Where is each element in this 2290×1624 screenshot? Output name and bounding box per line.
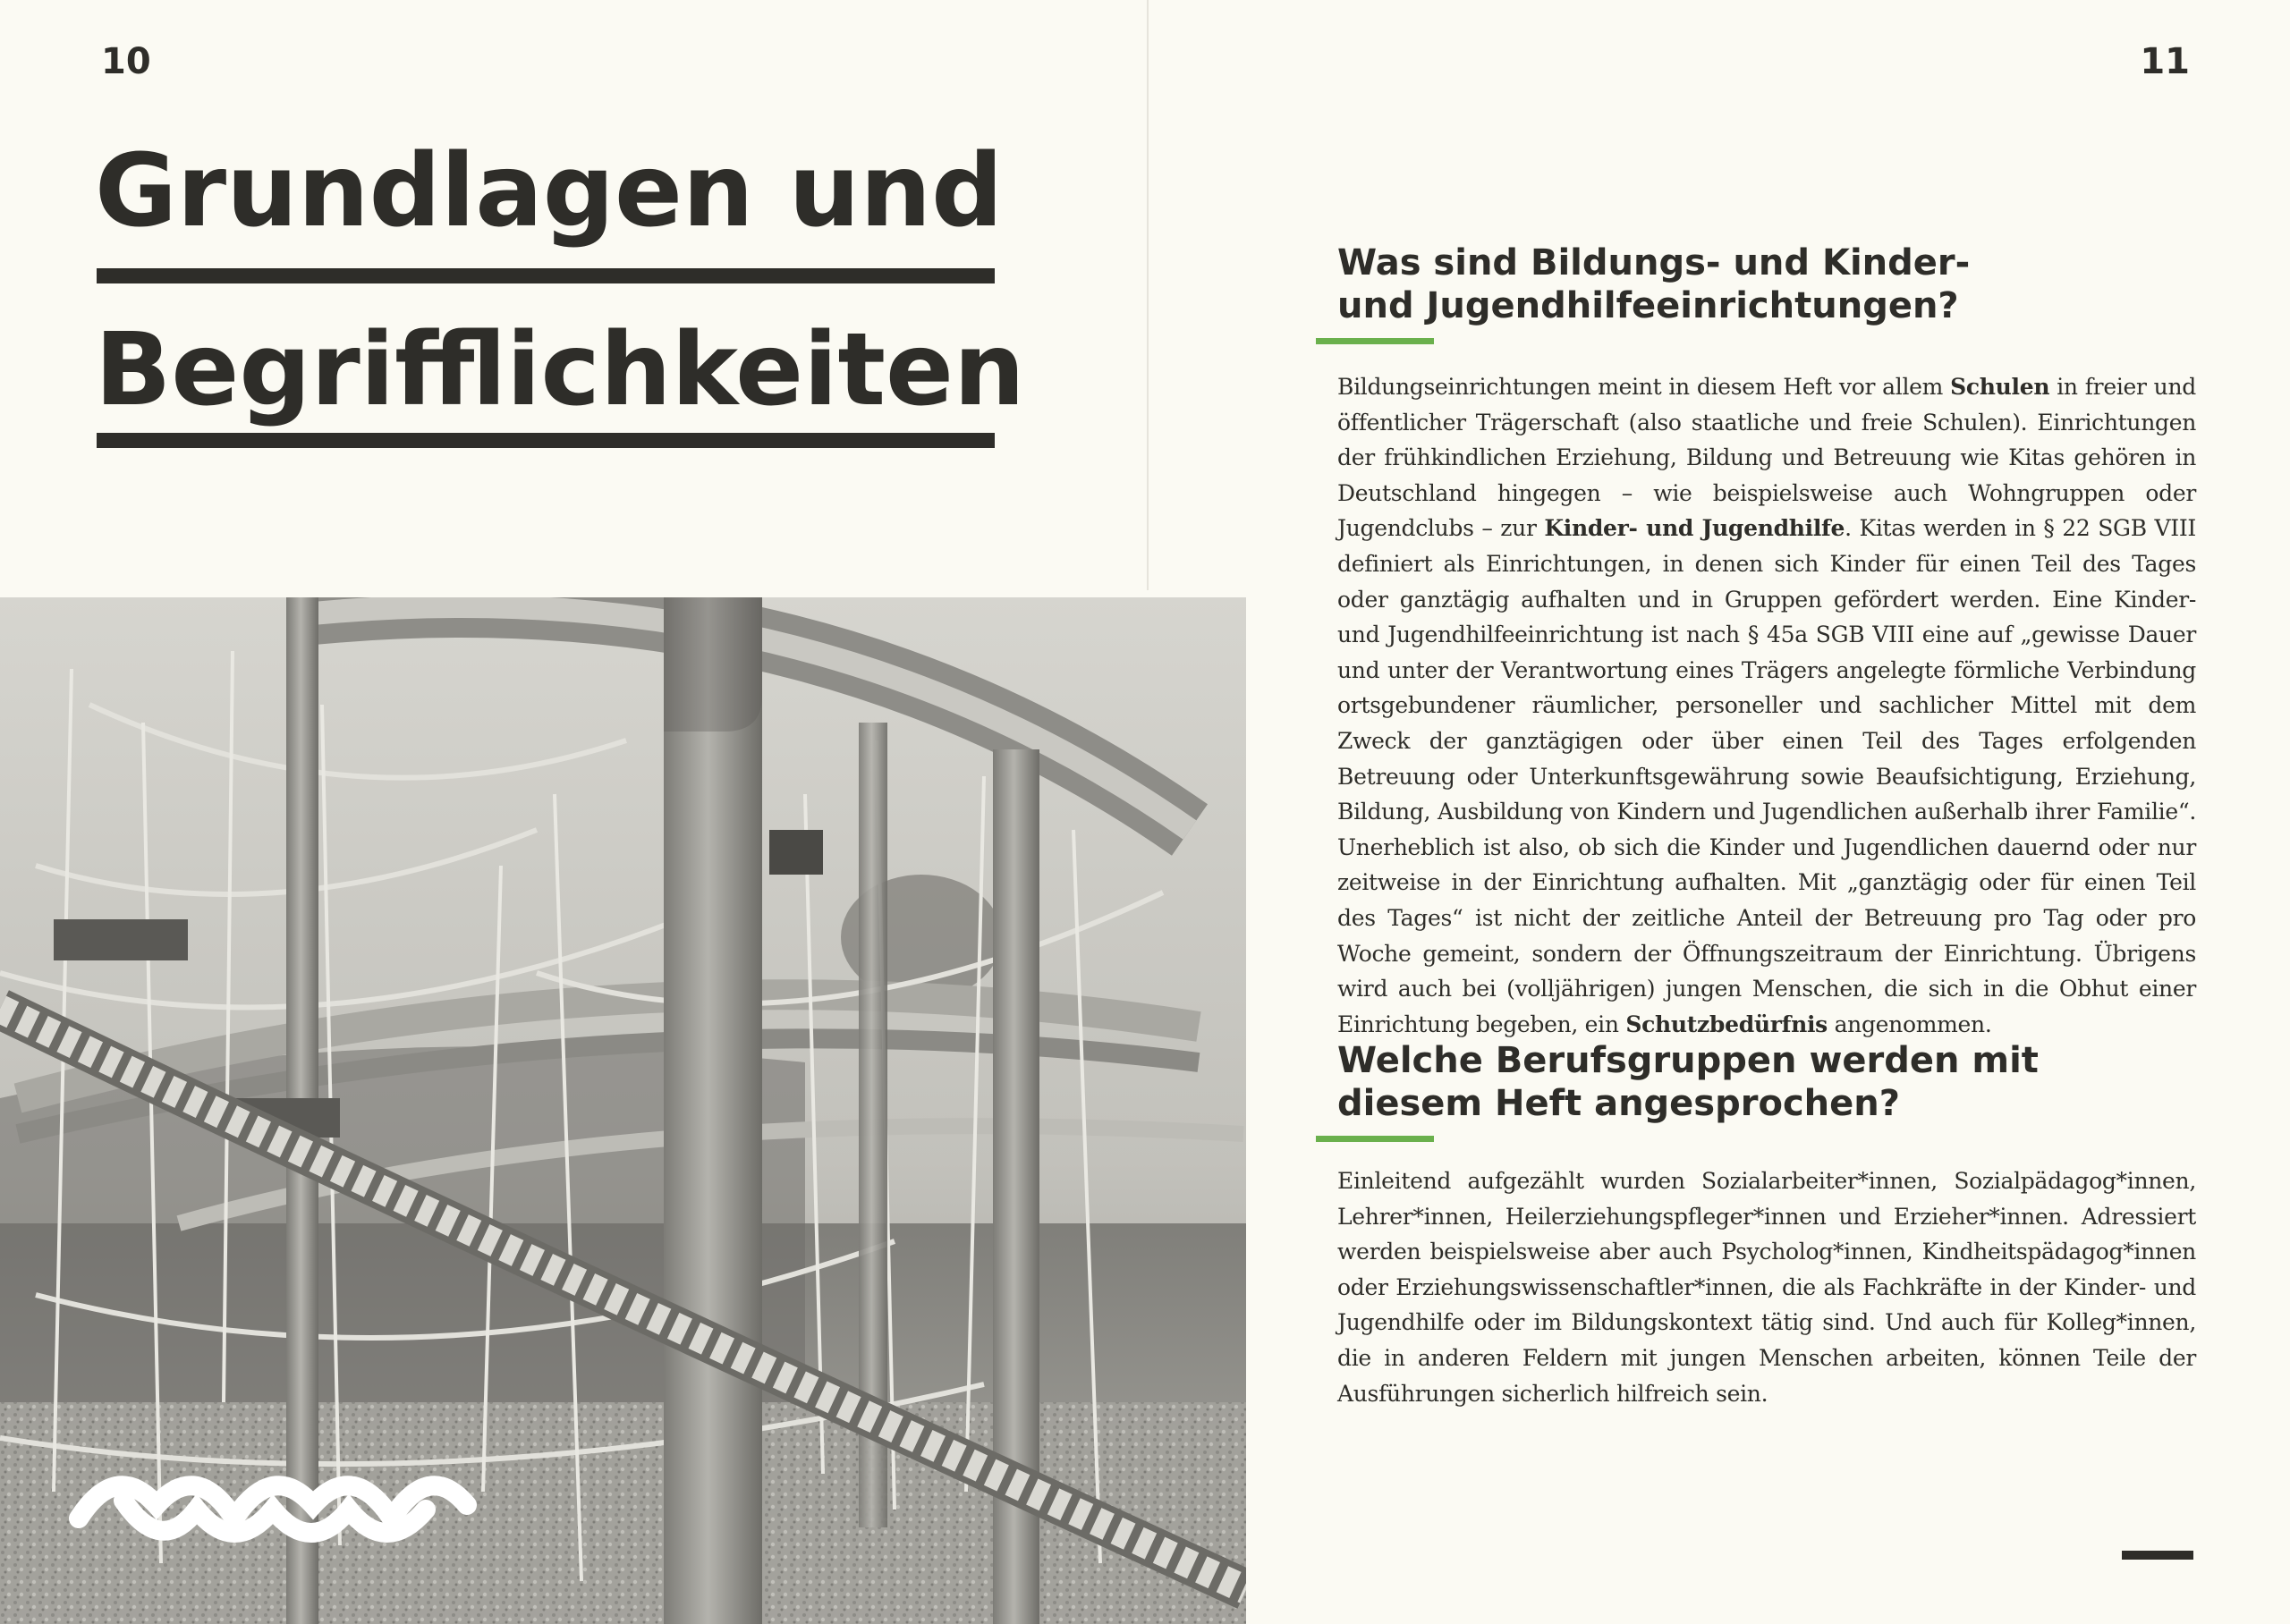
heading-line-1: Welche Berufsgruppen werden mit — [1337, 1040, 2039, 1081]
text-run: angenommen. — [1827, 1011, 1992, 1037]
page-end-mark — [2122, 1551, 2193, 1560]
heading-line-1: Was sind Bildungs- und Kinder- — [1337, 242, 1971, 283]
text-run: Bildungseinrichtungen meint in diesem Heft vor allem — [1337, 374, 1951, 400]
bold-term-schutzbeduerfnis: Schutzbedürfnis — [1625, 1011, 1828, 1037]
heading-line-2: und Jugendhilfeeinrichtungen? — [1337, 285, 1959, 326]
chapter-title-line-1: Grundlagen und — [95, 133, 1004, 250]
heading-accent-bar — [1316, 1136, 1434, 1142]
section-institutions — [1337, 241, 2196, 1042]
section-professions-paragraph: Einleitend aufgezählt wurden Sozialarbeiter*innen, Sozialpädagog*innen, Lehrer*innen, Heilerziehungspfleger*innen und Erzieher*innen. Adressiert werden beispielsweise aber auch Psycholog*innen, Kindheitspädagog*innen oder Erziehungswissenschaftler*innen, die als Fachkräfte in der Kinder- und Jugendhilfe oder im Bildungskontext tätig sind. Und auch für Kolleg*innen, die in anderen Feldern mit jungen Menschen arbeiten, können Teile der Ausführungen sicherlich hilfreich sein. — [1337, 1168, 2196, 1407]
page-gutter — [1147, 0, 1149, 590]
section-institutions-heading — [1337, 241, 2196, 327]
bold-term-kinder-jugendhilfe: Kinder- und Jugendhilfe — [1544, 515, 1845, 542]
section-professions-heading — [1337, 1039, 2196, 1125]
chapter-title-line-2: Begrifflichkeiten — [95, 312, 1025, 428]
heading-line-2: diesem Heft angesprochen? — [1337, 1083, 1900, 1124]
text-run: in freier und öffentlicher Trägerschaft (also staatliche und freie Schulen). Einrichtungen der frühkindlichen Erziehung, Bildung und Betreuung wie Kitas gehören in Deutschland hingegen – wie beispielsweise auch Wohngruppen oder Jugendclubs – zur — [1337, 374, 2196, 542]
page-number-left: 10 — [101, 41, 151, 82]
playground-photo — [0, 597, 1246, 1624]
title-underline-2 — [97, 433, 995, 448]
heading-accent-bar — [1316, 338, 1434, 344]
page-number-right: 11 — [2140, 41, 2190, 82]
text-run: . Kitas werden in § 22 SGB VIII definiert als Einrichtungen, in denen sich Kinder für einen Teil des Tages oder ganztägig aufhalten und in Gruppen gefördert werden. Eine Kinder- und Jugendhilfeeinrichtung ist nach § 45a SGB VIII eine auf „gewisse Dauer und unter der Verantwortung eines Trägers angelegte förmliche Verbindung ortsgebundener räumlicher, personeller und sachlicher Mittel mit dem Zweck der ganztägigen oder über einen Teil des Tages erfolgenden Betreuung oder Unterkunftsgewährung sowie Beaufsichtigung, Erziehung, Bildung, Ausbildung von Kindern und Jugendlichen außerhalb ihrer Familie“. Unerheblich ist also, ob sich die Kinder und Jugendlichen dauernd oder nur zeitweise in der Einrichtung aufhalten. Mit „ganztägig oder für einen Teil des Tages“ ist nicht der zeitliche Anteil der Betreuung pro Tag oder pro Woche gemeint, sondern der Öffnungszeitraum der Einrichtung. Übrigens wird auch bei (volljährigen) jungen Menschen, die sich in die Obhut einer Einrichtung begeben, ein — [1337, 515, 2196, 1037]
section-institutions-paragraph — [1337, 369, 2196, 1042]
bold-term-schulen: Schulen — [1950, 374, 2050, 400]
section-professions — [1337, 1039, 2196, 1411]
title-underline-1 — [97, 268, 995, 283]
